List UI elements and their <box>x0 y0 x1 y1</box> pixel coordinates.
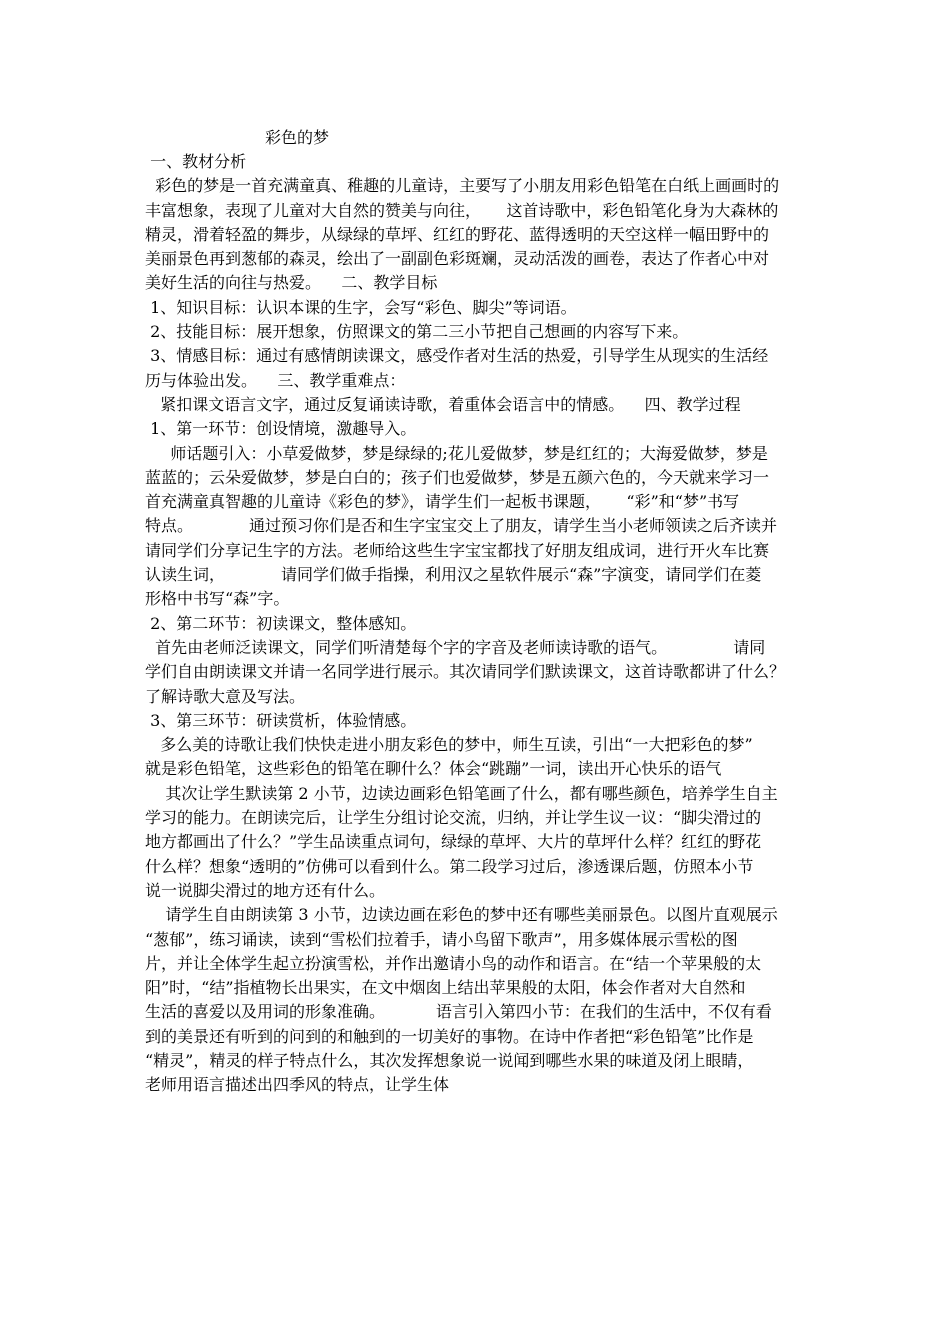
body-line: 到的美景还有听到的问到的和触到的一切美好的事物。在诗中作者把“彩色铅笔”比作是 <box>145 1026 754 1046</box>
body-line: “精灵”，精灵的样子特点什么，其次发挥想象说一说闻到哪些水果的味道及闭上眼睛， <box>145 1050 754 1070</box>
body-line: 2、第二环节：初读课文，整体感知。 <box>145 613 417 633</box>
body-line: 地方都画出了什么？”学生品读重点词句，绿绿的草坪、大片的草坪什么样？红红的野花 <box>145 832 762 852</box>
body-line: 请学生自由朗读第 3 小节，边读边画在彩色的梦中还有哪些美丽景色。以图片直观展示 <box>145 905 778 925</box>
body-line: 1、知识目标：认识本课的生字，会写“彩色、脚尖”等词语。 <box>145 297 577 317</box>
body-line: 彩色的梦是一首充满童真、稚趣的儿童诗，主要写了小朋友用彩色铅笔在白纸上画画时的 <box>145 176 780 196</box>
body-line: 就是彩色铅笔，这些彩色的铅笔在聊什么？体会“跳蹦”一词，读出开心快乐的语气 <box>145 759 722 779</box>
body-line: 美好生活的向往与热爱。 二、教学目标 <box>145 273 438 293</box>
body-line: 认读生词， 请同学们做手指操，利用汉之星软件展示“森”字演变，请同学们在菱 <box>145 565 762 585</box>
body-line: 阳”时，“结”指植物长出果实，在文中烟囱上结出苹果般的太阳，体会作者对大自然和 <box>145 978 746 998</box>
body-line: 什么样？想象“透明的”仿佛可以看到什么。第二段学习过后，渗透课后题，仿照本小节 <box>145 856 754 876</box>
body-line: 学习的能力。在朗读完后，让学生分组讨论交流，归纳，并让学生议一议：“脚尖滑过的 <box>145 808 762 828</box>
body-line: 生活的喜爱以及用词的形象准确。 语言引入第四小节：在我们的生活中，不仅有看 <box>145 1002 772 1022</box>
body-line: 说一说脚尖滑过的地方还有什么。 <box>145 880 386 900</box>
body-line: 历与体验出发。 三、教学重难点： <box>145 370 406 390</box>
body-line: 一、教材分析 <box>145 152 247 171</box>
body-line: 特点。 通过预习你们是否和生字宝宝交上了朋友，请学生当小老师领读之后齐读并 <box>145 516 777 536</box>
body-line: 蓝蓝的；云朵爱做梦，梦是白白的；孩子们也爱做梦，梦是五颜六色的，今天就来学习一 <box>145 467 770 487</box>
body-line: 了解诗歌大意及写法。 <box>145 686 306 706</box>
body-line: “葱郁”，练习诵读，读到“雪松们拉着手，请小鸟留下歌声”，用多媒体展示雪松的图 <box>145 929 738 949</box>
body-line: 请同学们分享记生字的方法。老师给这些生字宝宝都找了好朋友组成词，进行开火车比赛 <box>145 540 770 560</box>
body-line: 学们自由朗读课文并请一名同学进行展示。其次请同学们默读课文，这首诗歌都讲了什么？ <box>145 662 786 682</box>
body-line: 其次让学生默读第 2 小节，边读边画彩色铅笔画了什么，都有哪些颜色，培养学生自主 <box>145 783 778 803</box>
document-body <box>145 150 809 1098</box>
body-line: 首先由老师泛读课文，同学们听清楚每个字的字音及老师读诗歌的语气。 请同 <box>145 637 766 657</box>
document-title: 彩色的梦 <box>265 128 330 147</box>
body-line: 多么美的诗歌让我们快快走进小朋友彩色的梦中，师生互读，引出“一大把彩色的梦” <box>145 735 753 755</box>
body-line: 3、第三环节：研读赏析，体验情感。 <box>145 710 417 730</box>
body-line: 紧扣课文语言文字，通过反复诵读诗歌，着重体会语言中的情感。 四、教学过程 <box>145 394 741 414</box>
body-line: 首充满童真智趣的儿童诗《彩色的梦》，请学生们一起板书课题， “彩”和“梦”书写 <box>145 492 740 512</box>
body-line: 2、技能目标：展开想象，仿照课文的第二三小节把自己想画的内容写下来。 <box>145 322 689 342</box>
body-line: 1、第一环节：创设情境，激趣导入。 <box>145 419 417 439</box>
body-line: 形格中书写“森”字。 <box>145 589 290 609</box>
body-line: 精灵，滑着轻盈的舞步，从绿绿的草坪、红红的野花、蓝得透明的天空这样一幅田野中的 <box>145 224 770 244</box>
body-line: 老师用语言描述出四季风的特点，让学生体 <box>145 1075 450 1095</box>
body-line: 师话题引入：小草爱做梦，梦是绿绿的;花儿爱做梦，梦是红红的；大海爱做梦，梦是 <box>145 443 768 463</box>
body-line: 片，并让全体学生起立扮演雪松，并作出邀请小鸟的动作和语言。在“结一个苹果般的太 <box>145 953 762 973</box>
body-line: 美丽景色再到葱郁的森灵，绘出了一副副色彩斑斓，灵动活泼的画卷，表达了作者心中对 <box>145 249 770 269</box>
body-line: 丰富想象，表现了儿童对大自然的赞美与向往， 这首诗歌中，彩色铅笔化身为大森林的 <box>145 200 779 220</box>
body-line: 3、情感目标：通过有感情朗读课文，感受作者对生活的热爱，引导学生从现实的生活经 <box>145 346 769 366</box>
